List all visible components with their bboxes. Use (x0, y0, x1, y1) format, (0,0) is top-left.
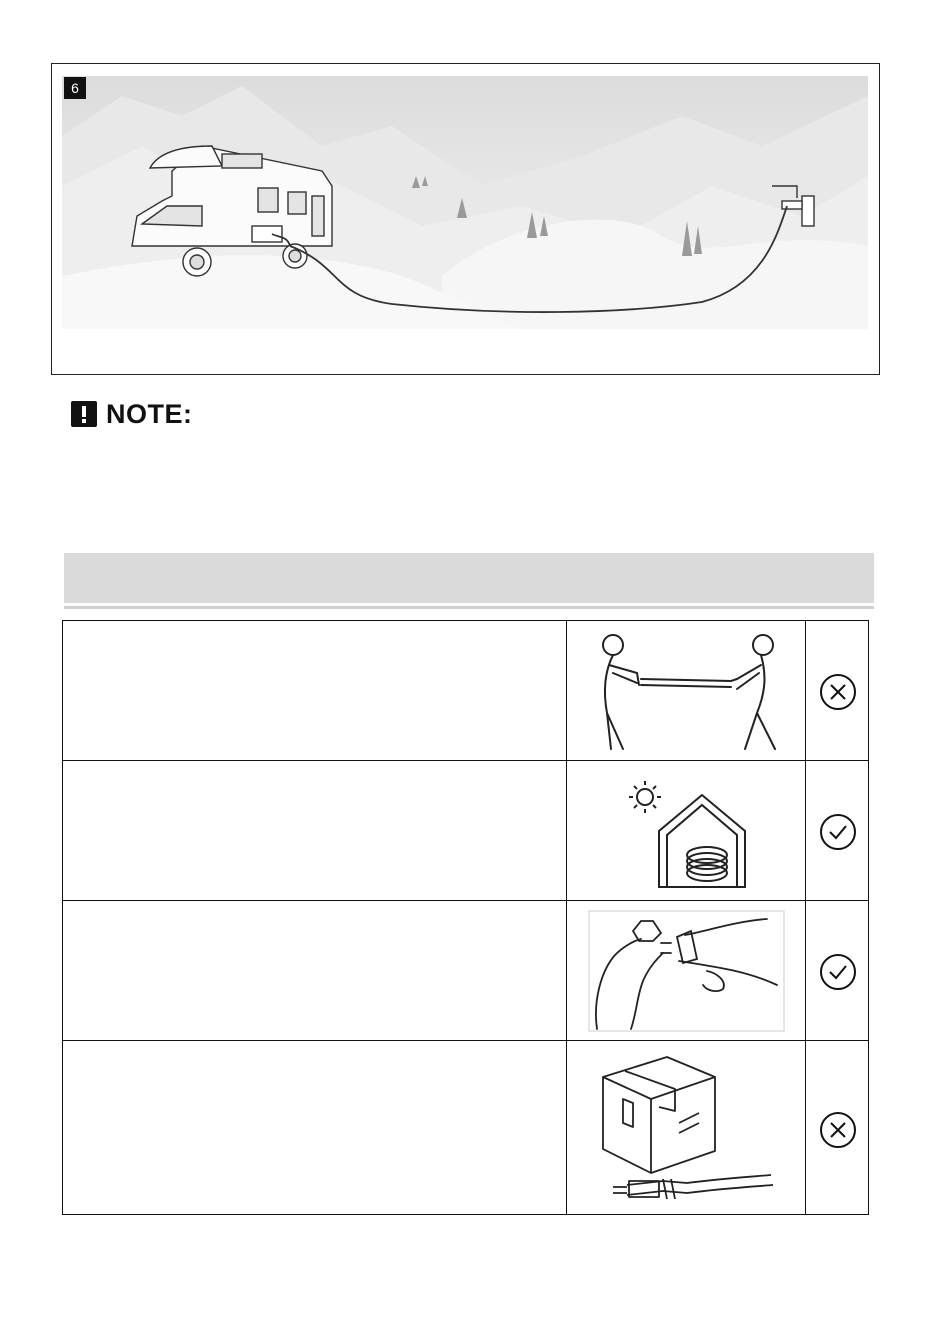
instruction-cell (63, 901, 566, 1040)
exclamation-icon (71, 401, 97, 427)
instruction-illustration (566, 1041, 806, 1214)
status-cell (806, 761, 870, 900)
instruction-illustration (566, 761, 806, 900)
status-cell (806, 621, 870, 760)
cross-circle-icon (818, 672, 858, 712)
table-row (62, 760, 869, 900)
check-circle-icon (818, 952, 858, 992)
instruction-illustration (566, 621, 806, 760)
check-circle-icon (818, 812, 858, 852)
section-header-underline (64, 606, 874, 609)
note-heading: NOTE: (106, 399, 193, 429)
box-on-plug-illustration (567, 1041, 807, 1216)
instruction-cell (63, 621, 566, 760)
cord-care-table (62, 620, 869, 1215)
cross-circle-icon (818, 1110, 858, 1150)
step-number-badge: 6 (64, 77, 86, 99)
section-header-bar (64, 553, 874, 603)
status-cell (806, 901, 870, 1040)
coiled-cord-indoors-illustration (567, 761, 807, 901)
hands-holding-plug-illustration (567, 901, 807, 1041)
table-row (62, 900, 869, 1040)
status-cell (806, 1041, 870, 1214)
rv-cord-illustration (62, 76, 868, 329)
instruction-cell (63, 761, 566, 900)
instruction-cell (63, 1041, 566, 1214)
instruction-illustration (566, 901, 806, 1040)
table-row (62, 1040, 869, 1215)
table-row (62, 620, 869, 760)
two-people-pulling-cord-illustration (567, 621, 807, 761)
